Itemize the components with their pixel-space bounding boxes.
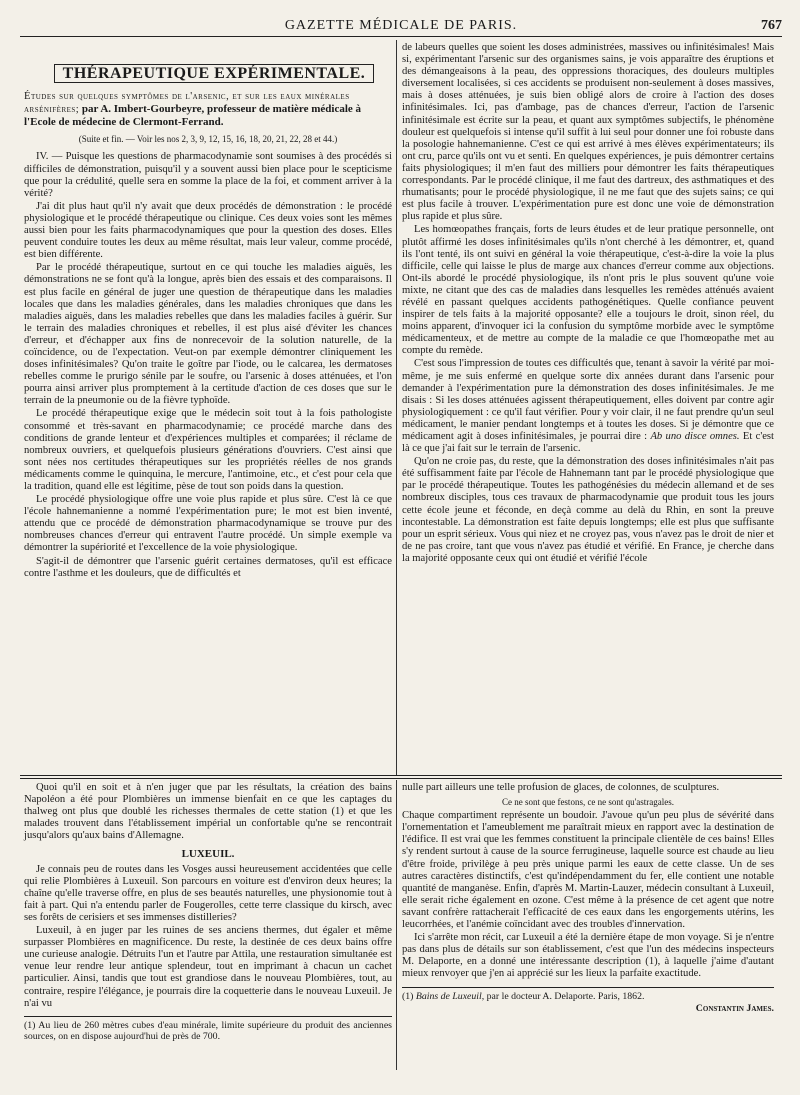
- footnote-title: Bains de Luxeuil,: [415, 990, 485, 1002]
- paragraph: Par le procédé thérapeutique, surtout en ce qui touche les maladies aiguës, les démonstrations ne se font qu'à la longue, après bien des essais et des comparaisons. Il est plus facile en général de juger une question de thérapeutique dans les maladies locales que dans les maladies générales, dans les maladies chroniques que dans les maladies aiguës, dans les maladies rebelles que dans les maladies faciles à guérir. Sur le terrain des maladies chroniques et rebelles, il est plus aisé d'éviter les chances d'erreur, et d'échapper aux fins de nonrecevoir de la solution naturelle, de la coïncidence, ou de l'expectation. Veut-on par exemple démontrer cliniquement les doses infinitésimales? Qu'on traite le goître par l'iode, ou le calcarea, les dermatoses rebelles comme le prurigo sénile par le soufre, ou l'arsenic à doses atténuées, et l'on pourra ainsi arriver plus promptement à la certitude d'action de ces doses que sur le terrain de la pneumonie ou de la fièvre typhoïde.: [24, 262, 392, 407]
- paragraph: de labeurs quelles que soient les doses administrées, massives ou infinitésimales! Mais si, expérimentant l'arsenic sur des organismes sains, je vois apparaître des éruptions et des démangeaisons à la peau, des oppressions thoraciques, des douleurs multiples diversement localisées, si ces accidents se produisent non-seulement à doses massives, mais à doses atténuées, je suis bien obligé alors de croire à l'action des doses infinitésimales. Ici, pas d'ambage, pas de chances d'erreur, l'action de l'arsenic infinitésimale est écrite sur la peau, et quant aux symptômes subjectifs, le phénomène douleur est quelquefois si intense qu'il suffit à lui seul pour donner une foi robuste dans la posologie hahnemanienne. C'est ce qui est arrivé à mes élèves expérimentateurs; ils ont cru, parce qu'ils ont vu et senti. En quelques expériences, je puis démontrer certains faits physiologiques; il m'en faut des milliers pour démontrer les faits thérapeutiques correspondants. Par le procédé clinique, il me faut des dartreux, des asthmatiques et des rhumatisants; pour le procédé physiologique, il ne me faut que des sujets sains; ce qui est plus facile à trouver. L'expérimentation pure est donc une voie de démonstration plus rapide et plus sûre.: [402, 42, 774, 223]
- paragraph: IV. — Puisque les questions de pharmacodynamie sont soumises à des procédés si difficiles de démonstration, puisqu'il y a souvent aussi bien place pour le scepticisme que pour la crédulité, quelle sera en somme la place de la foi, et comment arriver à la vérité?: [24, 151, 392, 199]
- paragraph: S'agit-il de démontrer que l'arsenic guérit certaines dermatoses, qu'il est efficace contre l'asthme et les douleurs, que de difficultés et: [24, 555, 392, 579]
- paragraph: Chaque compartiment représente un boudoir. J'avoue qu'un peu plus de sévérité dans l'ornementation et l'ameublement me paraîtrait mieux en rapport avec la destination de l'édifice. Il est vrai que les femmes constituent la principale clientèle de ces bains! Elles s'y rendent surtout à cause de la source ferrugineuse, laquelle source est chaude au lieu d'être froide, privilège à peu près unique parmi les eaux de cette classe. Un de ses autres caractères distinctifs, c'est qu'indépendamment du fer, elle contient une notable quantité de manganèse. Enfin, d'après M. Martin-Lauzer, médecin consultant à Luxeuil, elle serait riche également en ozone. C'est même à la présence de cet agent que notre savant confrère rattacherait l'efficacité de ces eaux dans les engorgements utérins, les leucorrhées, et l'anémie coïncidant avec des troubles d'innervation.: [402, 810, 774, 931]
- article-right-column: [402, 42, 774, 565]
- page-header: [20, 14, 782, 37]
- feuilleton-left-column: [24, 782, 392, 1043]
- journal-title: GAZETTE MÉDICALE DE PARIS.: [284, 18, 518, 33]
- paragraph: nulle part ailleurs une telle profusion de glaces, de colonnes, de sculptures.: [402, 782, 720, 793]
- footnote: (1) Au lieu de 260 mètres cubes d'eau minérale, limite supérieure du produit des anciennes sources, on en dispose aujourd'hui de près de 700.: [24, 1019, 392, 1043]
- paragraph: Je connais peu de routes dans les Vosges aussi heureusement accidentées que celle qui relie Plombières à Luxeuil. Son parcours en voiture est d'environ deux heures; la chaîne qu'elle traverse offre, en plus de ses beautés naturelles, une physionomie tout à fait à part. Qui n'a entendu parler de Fougerolles, cette terre classique du kirsch, avec ses forêts de cerisiers et ses immenses distilleries?: [24, 863, 392, 923]
- section-title: THÉRAPEUTIQUE EXPÉRIMENTALE.: [54, 64, 374, 83]
- paragraph: Qu'on ne croie pas, du reste, que la démonstration des doses infinitésimales n'ait pas été suffisamment faite par l'école de Hahnemann tant par le procédé physiologique que par le procédé thérapeutique. Toutes les pathogénésies du médecin allemand et de ses nombreux disciples, tous ces travaux de pharmacodynamie que produit tous les jours cette école jeune et féconde, en deçà comme au delà du Rhin, en sont la preuve incontestable. La démonstration est faite depuis longtemps; elle est plus que suffisante pour un esprit sérieux. Vous qui niez et ne croyez pas, vous n'avez pas le droit de nier et de ne pas croire, tant que vous n'avez pas étudié et vérifié. En France, je cherche dans la majorité opposante ceux qui ont étudié et vérifié l'école: [402, 456, 774, 564]
- paragraph: Quoi qu'il en soit et à n'en juger que par les résultats, la création des bains Napoléon a été pour Plombières un immense bienfait en ce que les captages du thalweg ont plus que doublé les richesses thermales de cette station (1) et que les malades trouvent dans l'établissement impérial un confortable qu'ne se rencontrait jusqu'alors qu'aux bains d'Allemagne.: [24, 782, 392, 842]
- footnote-rule: [24, 1016, 392, 1017]
- latin-quote: Ab uno disce omnes.: [650, 431, 740, 442]
- paragraph: Ici s'arrête mon récit, car Luxeuil a été la dernière étape de mon voyage. Si je n'entre pas dans plus de détails sur son établissement, c'est que l'un des médecins inspecteurs M. Delaporte, en a donné une intéressante description (1), à laquelle j'aime d'autant mieux renvoyer que j'en ai apprécié sur les lieux la parfaite exactitude.: [402, 932, 774, 980]
- paragraph: Le procédé physiologique offre une voie plus rapide et plus sûre. C'est là ce que l'école hahnemanienne a nommé l'expérimentation pure; le mot est bien inventé, attendu que ce procédé de démonstration pharmacodynamique se trouve pur des nombreuses chances d'erreur qui entravent l'autre procédé. Un simple exemple va démontrer la supériorité et l'excellence de la voie physiologique.: [24, 494, 392, 554]
- feuilleton-rule: [20, 775, 782, 779]
- paragraph-with-quote: [402, 358, 774, 455]
- article-heading: [24, 91, 392, 129]
- paragraph: Le procédé thérapeutique exige que le médecin soit tout à la fois pathologiste consommé et très-savant en pharmacodynamie; ce procédé marche dans des conditions de grande lenteur et d'expériences multiples et comparées; il réclame de nombreux ouvriers, et quelquefois plusieurs générations d'ouvriers. C'est ainsi que sont nées nos certitudes thérapeutiques sur les propriétés réelles de nos grands médicaments comme le quinquina, le mercure, l'antimoine, etc., et c'est pour cela que la tradition, quand elle est légitime, pèse de tout son poids dans la question.: [24, 408, 392, 492]
- luxeuil-title: LUXEUIL.: [181, 848, 235, 861]
- footnote-rule: [402, 987, 774, 988]
- column-divider: [396, 40, 397, 775]
- article-author: par A. Imbert-Gourbeyre, professeur de matière médicale à l'Ecole de médecine de Clermont-Ferrand.: [24, 103, 362, 129]
- paragraph: Les homœopathes français, forts de leurs études et de leur pratique personnelle, ont plutôt affirmé les doses infinitésimales qu'ils n'ont cherché à les démontrer, et, quand ils l'ont tenté, ils ont suivi en général la voie thérapeutique, c'est-à-dire la voie la plus difficile, celle qui laisse le plus de marge aux chances d'erreur comme aux objections. Ont-ils abordé le procédé physiologique, ils n'ont pris le plus souvent qu'une voie mixte, ne citant que des cas de maladies dans lesquelles les remèdes atténués avaient révélé en passant quelques accidents pathogénétiques. Quelle confiance peuvent inspirer de tels faits à la majorité opposante? elle a toujours le droit, sinon réel, du moins apparent, d'invoquer ici la confusion du symptôme morbide avec le symptôme médicamenteux, et de mettre au compte de la maladie ce que l'homœopathe met au compte du remède.: [402, 224, 774, 357]
- paragraph: J'ai dit plus haut qu'il n'y avait que deux procédés de démonstration : le procédé physiologique et le procédé thérapeutique ou clinique. Ces deux voies sont les mêmes aussi bien pour les faits pharmacodynamiques que pour la question des doses. Elles peuvent conduire toutes les deux au même résultat, mais leur valeur, comme procédé, est bien différente.: [24, 200, 392, 261]
- article-heading-title: Études sur quelques symptômes de l'arsenic, et sur les eaux minérales arsénifères;: [24, 91, 350, 116]
- column-divider: [396, 780, 397, 1070]
- footnote-number: (1): [402, 990, 414, 1002]
- signature: Constantin James.: [695, 1003, 774, 1014]
- footnote: [402, 991, 774, 1003]
- verse-quote: Ce ne sont que festons, ce ne sont qu'astragales.: [501, 797, 675, 808]
- paragraph: Luxeuil, à en juger par les ruines de ses anciens thermes, dut égaler et même surpasser Plombières en magnificence. Du reste, la destinée de ces deux bains offre une curieuse analogie. Détruits l'un et l'autre par Attila, une restauration simultanée est venue leur rendre leur antique splendeur, tout en imprimant à chacun un cachet particulier. Ainsi, tandis que tout est grandiose dans le nouveau Plombières, tout, au contraire, respire l'élégance, je pourrais dire la coquetterie dans le nouveau Luxeuil. Je n'ai vu: [24, 925, 392, 1009]
- footnote-text: par le docteur A. Delaporte. Paris, 1862.: [486, 990, 645, 1002]
- feuilleton-right-column: [402, 782, 774, 1015]
- page-number: 767: [761, 18, 782, 33]
- article-left-column: [24, 42, 392, 580]
- paragraph-text: C'est sous l'impression de toutes ces difficultés que, tenant à savoir la vérité par moi-même, je me suis enfermé en quelque sorte dix années durant dans l'arsenic pour demander à l'expérimentation pure la démonstration des doses infinitésimales. Je me disais : Si les doses atténuées agissent thérapeutiquement, elles doivent par contre agir physiologiquement : ce qu'il faut vérifier. Pour y voir clair, il ne faut prendre qu'un seul médicament, le manier pendant longtemps et à toutes les doses. Si je démontre que ce médicament agit à doses infinitésimales, je pourrai dire :: [402, 358, 774, 442]
- continuation-note: (Suite et fin. — Voir les nos 2, 3, 9, 12, 15, 16, 18, 20, 21, 22, 28 et 44.): [78, 134, 338, 145]
- paragraph-text: Et c'est là ce que j'ai fait sur le terrain de l'arsenic.: [402, 431, 775, 455]
